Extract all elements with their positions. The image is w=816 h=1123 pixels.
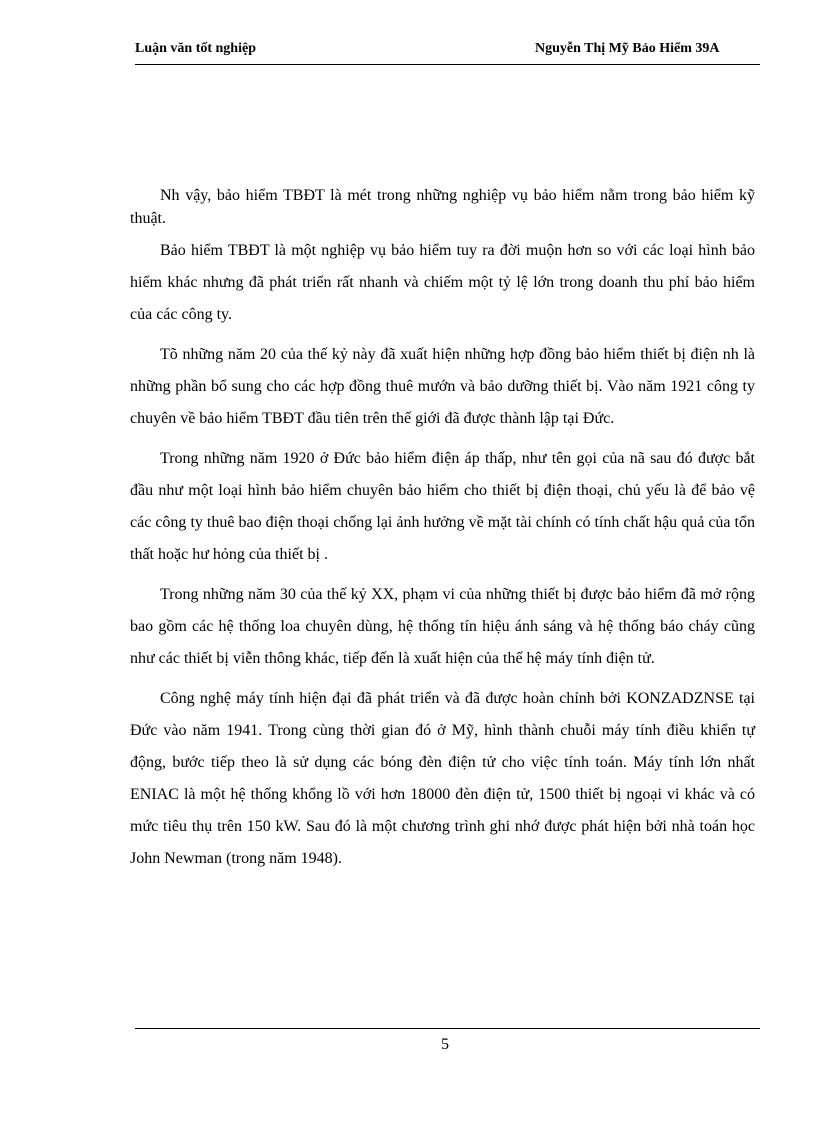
header-author: Nguyễn Thị Mỹ Bảo Hiểm 39A [535,41,720,56]
paragraph: Tõ những năm 20 của thế kỷ này đã xuất hiện những hợp đồng bảo hiểm thiết bị điện nh là những phần bổ sung cho các hợp đồng thuê mướn và bảo dưỡng thiết bị. Vào năm 1921 công ty chuyên về bảo hiểm TBĐT đầu tiên trên thế giới đã được thành lập tại Đức. [130,346,755,427]
paragraph: Bảo hiểm TBĐT là một nghiệp vụ bảo hiểm tuy ra đời muộn hơn so với các loại hình bảo hiểm khác nhưng đã phát triển rất nhanh và chiếm một tỷ lệ lớn trong doanh thu phí bảo hiểm của các công ty. [130,242,755,323]
paragraph: Trong những năm 30 của thế kỷ XX, phạm vi của những thiết bị được bảo hiểm đã mở rộng bao gồm các hệ thống loa chuyên dùng, hệ thống tín hiệu ánh sáng và hệ thống báo cháy cũng như các thiết bị viễn thông khác, tiếp đến là xuất hiện của thế hệ máy tính điện tử. [130,586,755,667]
header-title: Luận văn tốt nghiệp [135,41,256,56]
page-header [135,41,760,63]
page-number: 5 [441,1036,449,1053]
paragraph: Trong những năm 1920 ở Đức bảo hiểm điện áp thấp, như tên gọi của nã sau đó được bắt đầu như một loại hình bảo hiểm chuyên bảo hiểm cho thiết bị điện thoại, chủ yếu là để bảo vệ các công ty thuê bao điện thoại chống lại ảnh hưởng về mặt tài chính có tính chất hậu quả của tổn thất hoặc hư hỏng của thiết bị . [130,450,755,563]
paragraph: Công nghệ máy tính hiện đại đã phát triển và đã được hoàn chỉnh bởi KONZADZNSE tại Đức vào năm 1941. Trong cùng thời gian đó ở Mỹ, hình thành chuỗi máy tính điều khiển tự động, bước tiếp theo là sử dụng các bóng đèn điện tử cho việc tính toán. Máy tính lớn nhất ENIAC là một hệ thống khổng lồ với hơn 18000 đèn điện tử, 1500 thiết bị ngoại vi khác và có mức tiêu thụ trên 150 kW. Sau đó là một chương trình ghi nhớ được phát hiện bởi nhà toán học John Newman (trong năm 1948). [130,690,755,867]
paragraph: Nh vậy, bảo hiểm TBĐT là mét trong những nghiệp vụ bảo hiểm nằm trong bảo hiểm kỹ thuật. [130,187,755,227]
footer-divider [135,1028,760,1029]
document-body [130,184,755,875]
header-divider [135,64,760,65]
